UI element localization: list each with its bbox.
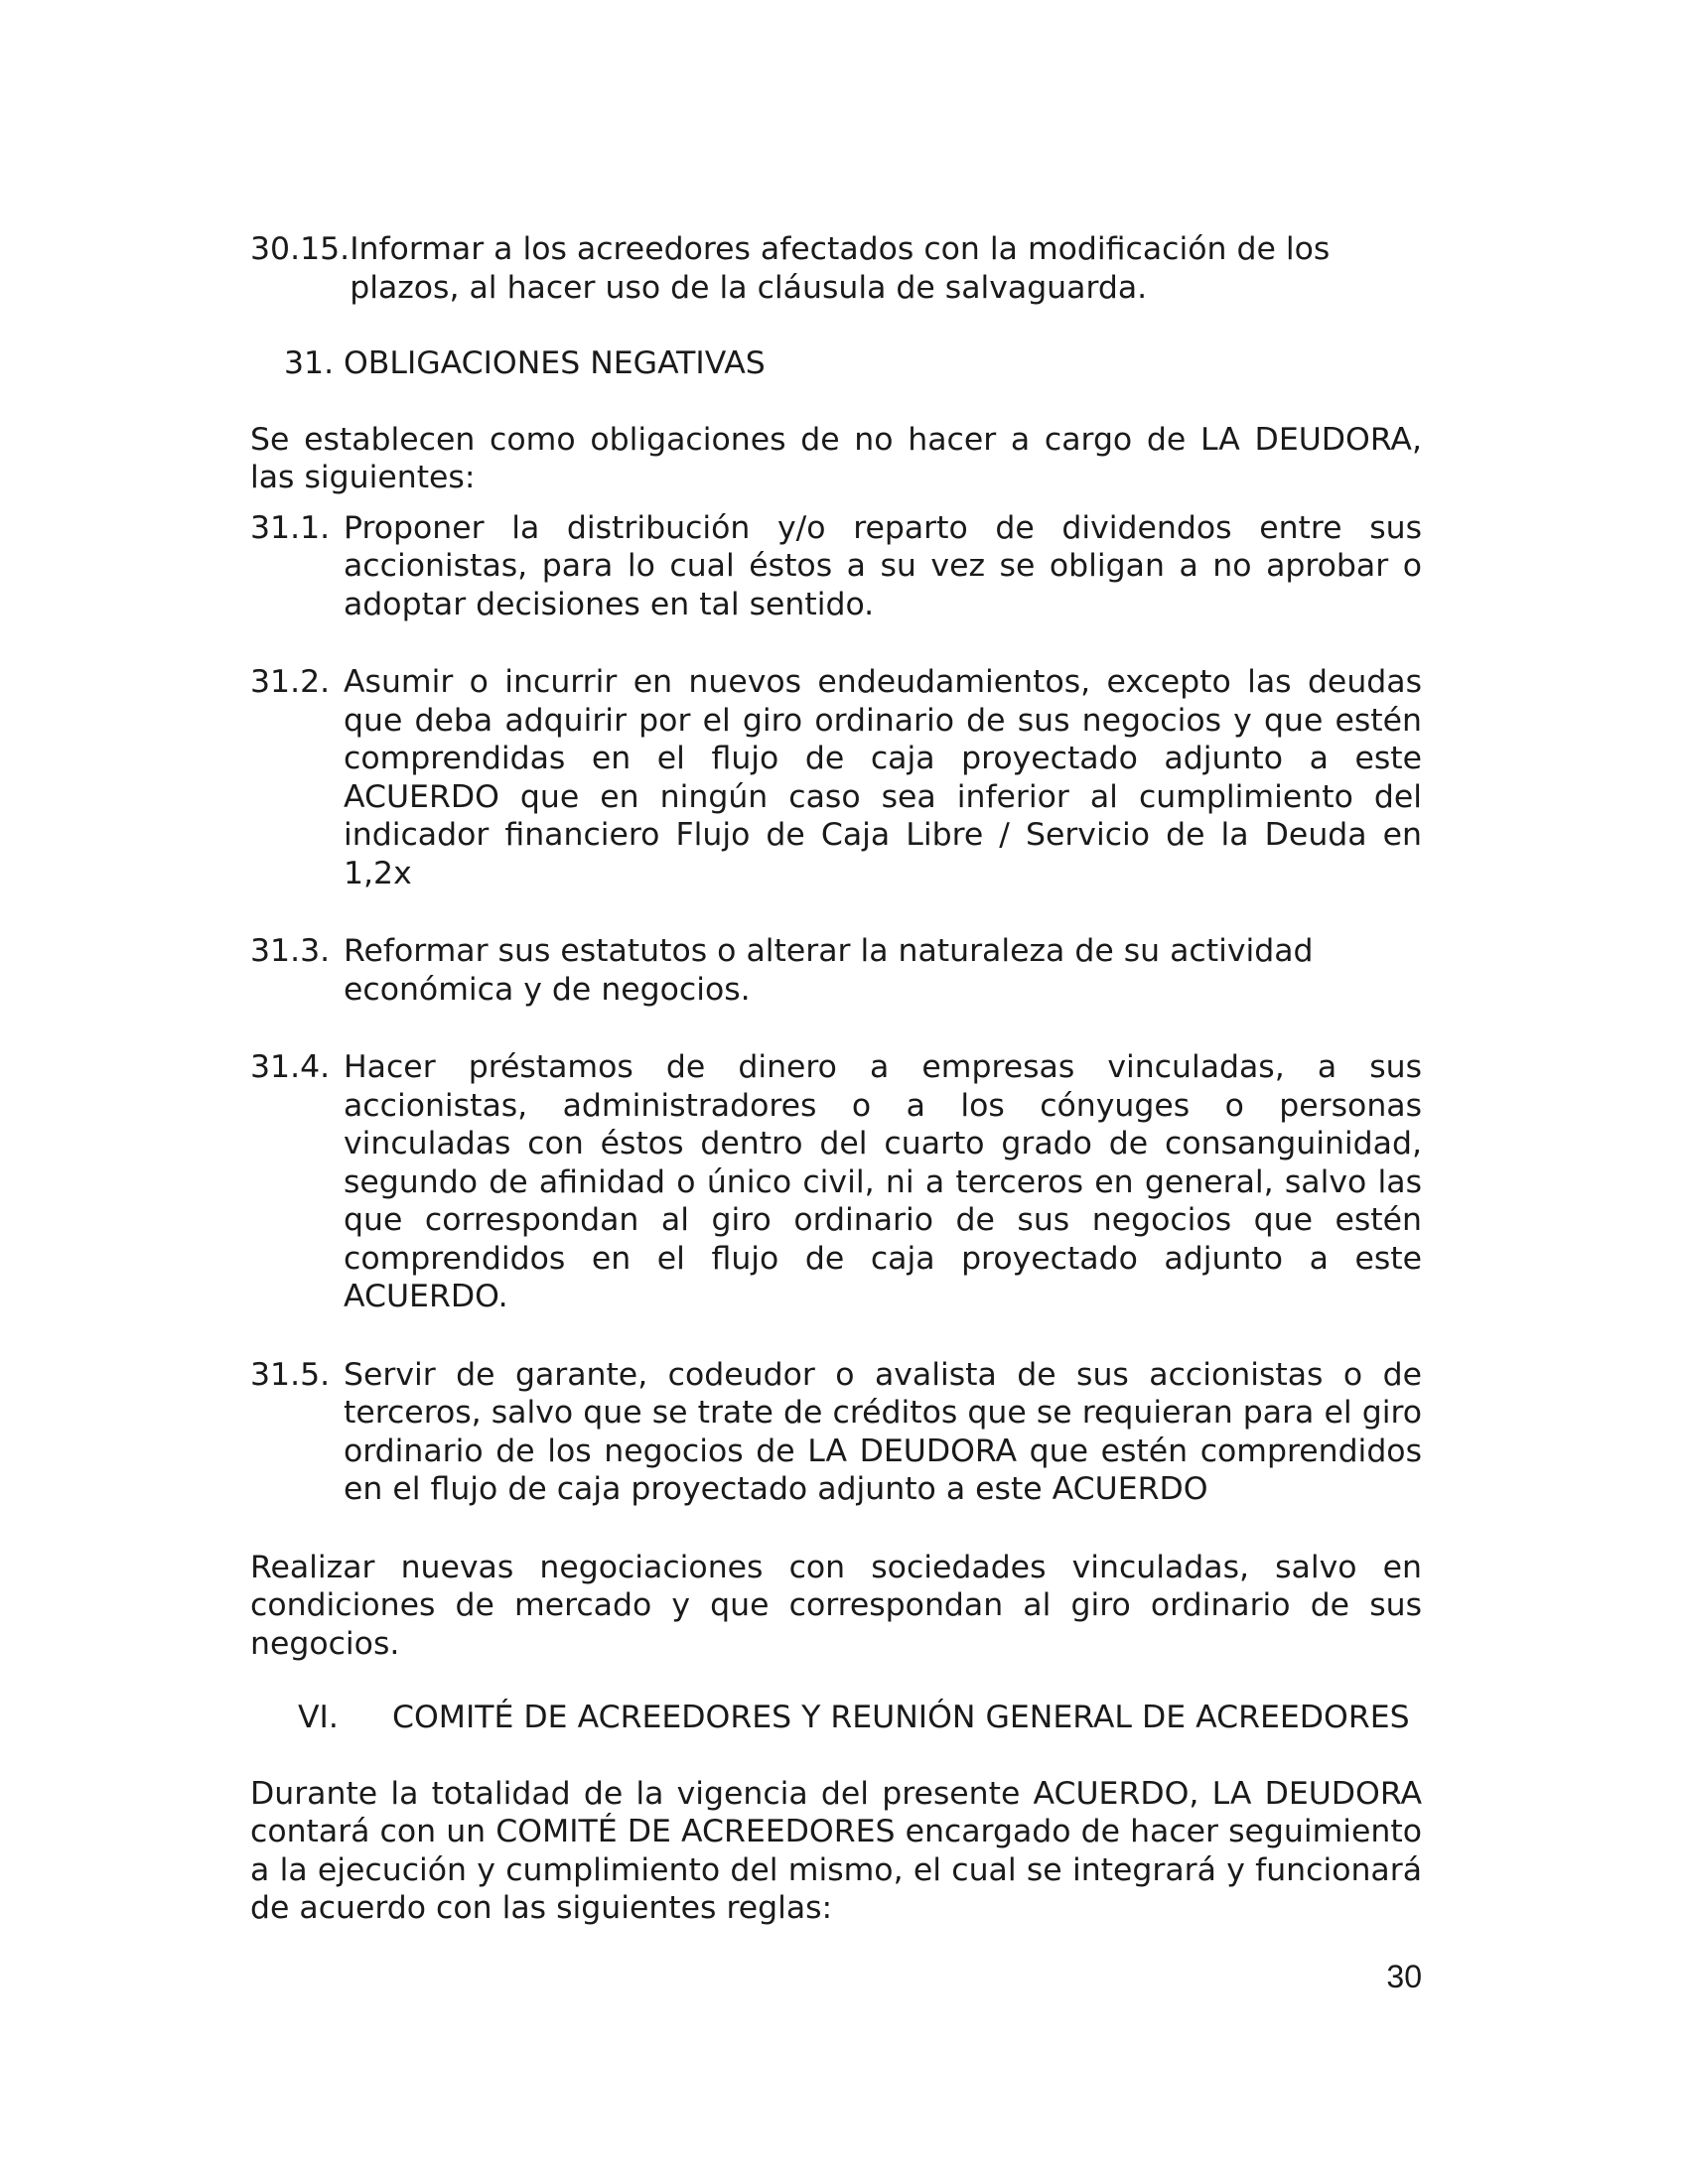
heading-number: 31. xyxy=(284,345,335,381)
clause-text: Informar a los acreedores afectados con la modificación de los plazos, al hacer uso de la cláusula de salvaguarda. xyxy=(350,231,1331,306)
clause-number: 31.1. xyxy=(250,509,331,546)
clause-31-2 xyxy=(250,663,1422,892)
clause-31-4 xyxy=(250,1048,1422,1316)
intro-paragraph: Se establecen como obligaciones de no hacer a cargo de LA DEUDORA, las siguientes: xyxy=(250,421,1422,495)
section-heading-31 xyxy=(250,344,1422,383)
section-heading-vi xyxy=(250,1699,1422,1737)
heading-text: COMITÉ DE ACREEDORES Y REUNIÓN GENERAL DE ACREEDORES xyxy=(392,1700,1410,1735)
page-number: 30 xyxy=(1386,1959,1422,1994)
page-body xyxy=(250,230,1422,1928)
heading-text: OBLIGACIONES NEGATIVAS xyxy=(344,345,766,381)
committee-paragraph: Durante la totalidad de la vigencia del presente ACUERDO, LA DEUDORA contará con un COMITÉ DE ACREEDORES encargado de hacer seguimiento a la ejecución y cumplimiento del mismo, el cual se integrará y funcionará de acuerdo con las siguientes reglas: xyxy=(250,1775,1422,1926)
clause-number: 31.4. xyxy=(250,1049,331,1085)
clause-30-15 xyxy=(250,230,1422,307)
clause-text: Reformar sus estatutos o alterar la naturaleza de su actividad económica y de negocios. xyxy=(344,933,1314,1008)
clause-31-3 xyxy=(250,932,1422,1009)
clause-number: 30.15. xyxy=(250,231,351,267)
clause-number: 31.3. xyxy=(250,933,331,969)
clause-text: Asumir o incurrir en nuevos endeudamientos, excepto las deudas que deba adquirir por el giro ordinario de sus negocios y que estén comprendidas en el flujo de caja proyectado adjunto a este ACUERDO que en ningún caso sea inferior al cumplimiento del indicador financiero Flujo de Caja Libre / Servicio de la Deuda en 1,2x xyxy=(344,664,1422,891)
negotiations-paragraph: Realizar nuevas negociaciones con sociedades vinculadas, salvo en condiciones de mercado y que correspondan al giro ordinario de sus negocios. xyxy=(250,1549,1422,1662)
clause-31-1 xyxy=(250,509,1422,624)
heading-number: VI. xyxy=(298,1700,339,1735)
clause-text: Servir de garante, codeudor o avalista de sus accionistas o de terceros, salvo que se trate de créditos que se requieran para el giro ordinario de los negocios de LA DEUDORA que estén comprendidos en el flujo de caja proyectado adjunto a este ACUERDO xyxy=(344,1356,1422,1507)
clause-text: Proponer la distribución y/o reparto de dividendos entre sus accionistas, para lo cual éstos a su vez se obligan a no aprobar o adoptar decisiones en tal sentido. xyxy=(344,509,1422,622)
clause-31-5 xyxy=(250,1356,1422,1509)
clause-number: 31.2. xyxy=(250,664,331,700)
clause-number: 31.5. xyxy=(250,1356,331,1393)
clause-text: Hacer préstamos de dinero a empresas vinculadas, a sus accionistas, administradores o a los cónyuges o personas vinculadas con éstos dentro del cuarto grado de consanguinidad, segundo de afinidad o único civil, ni a terceros en general, salvo las que correspondan al giro ordinario de sus negocios que estén comprendidos en el flujo de caja proyectado adjunto a este ACUERDO. xyxy=(344,1049,1422,1314)
